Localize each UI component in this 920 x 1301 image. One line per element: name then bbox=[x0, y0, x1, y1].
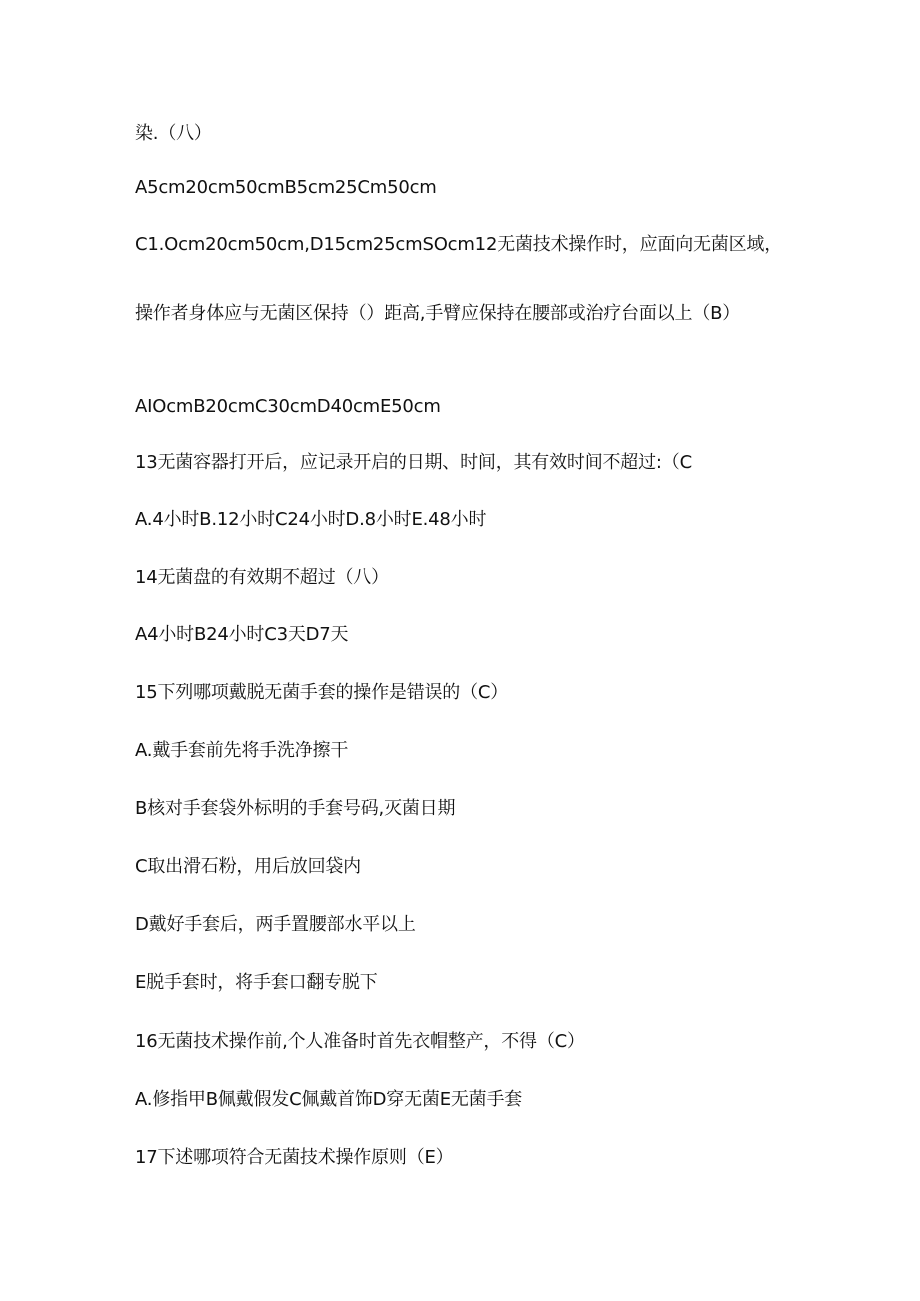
text-line: 15下列哪项戴脱无菌手套的操作是错误的（C） bbox=[135, 682, 509, 703]
text-line: 操作者身体应与无菌区保持（）距高,手臂应保持在腰部或治疗台面以上（B） bbox=[135, 303, 741, 324]
text-line: 17下述哪项符合无菌技术操作原则（E） bbox=[135, 1147, 454, 1168]
text-line: E脱手套时，将手套口翻专脱下 bbox=[135, 972, 378, 993]
text-line: 14无菌盘的有效期不超过（八） bbox=[135, 567, 389, 588]
text-line: 染.（八） bbox=[135, 123, 212, 144]
text-line: A.4小时B.12小时C24小时D.8小时E.48小时 bbox=[135, 509, 487, 530]
text-line: AIOcmB20cmC30cmD40cmE50cm bbox=[135, 396, 441, 417]
text-line: B核对手套袋外标明的手套号码,灭菌日期 bbox=[135, 798, 456, 819]
text-line: 16无菌技术操作前,个人准备时首先衣帽整产，不得（C） bbox=[135, 1031, 585, 1052]
text-line: D戴好手套后，两手置腰部水平以上 bbox=[135, 914, 416, 935]
text-line: 13无菌容器打开后，应记录开启的日期、时间，其有效时间不超过:（C bbox=[135, 452, 692, 473]
text-line: A5cm20cm50cmB5cm25Cm50cm bbox=[135, 177, 437, 198]
text-line: A.戴手套前先将手洗净擦干 bbox=[135, 740, 349, 761]
text-line: C1.Ocm20cm50cm,D15cm25cmSOcm12无菌技术操作时，应面向无菌区域， bbox=[135, 234, 782, 255]
text-line: C取出滑石粉，用后放回袋内 bbox=[135, 856, 361, 877]
text-line: A.修指甲B佩戴假发C佩戴首饰D穿无菌E无菌手套 bbox=[135, 1089, 523, 1110]
text-line: A4小时B24小时C3天D7天 bbox=[135, 624, 349, 645]
